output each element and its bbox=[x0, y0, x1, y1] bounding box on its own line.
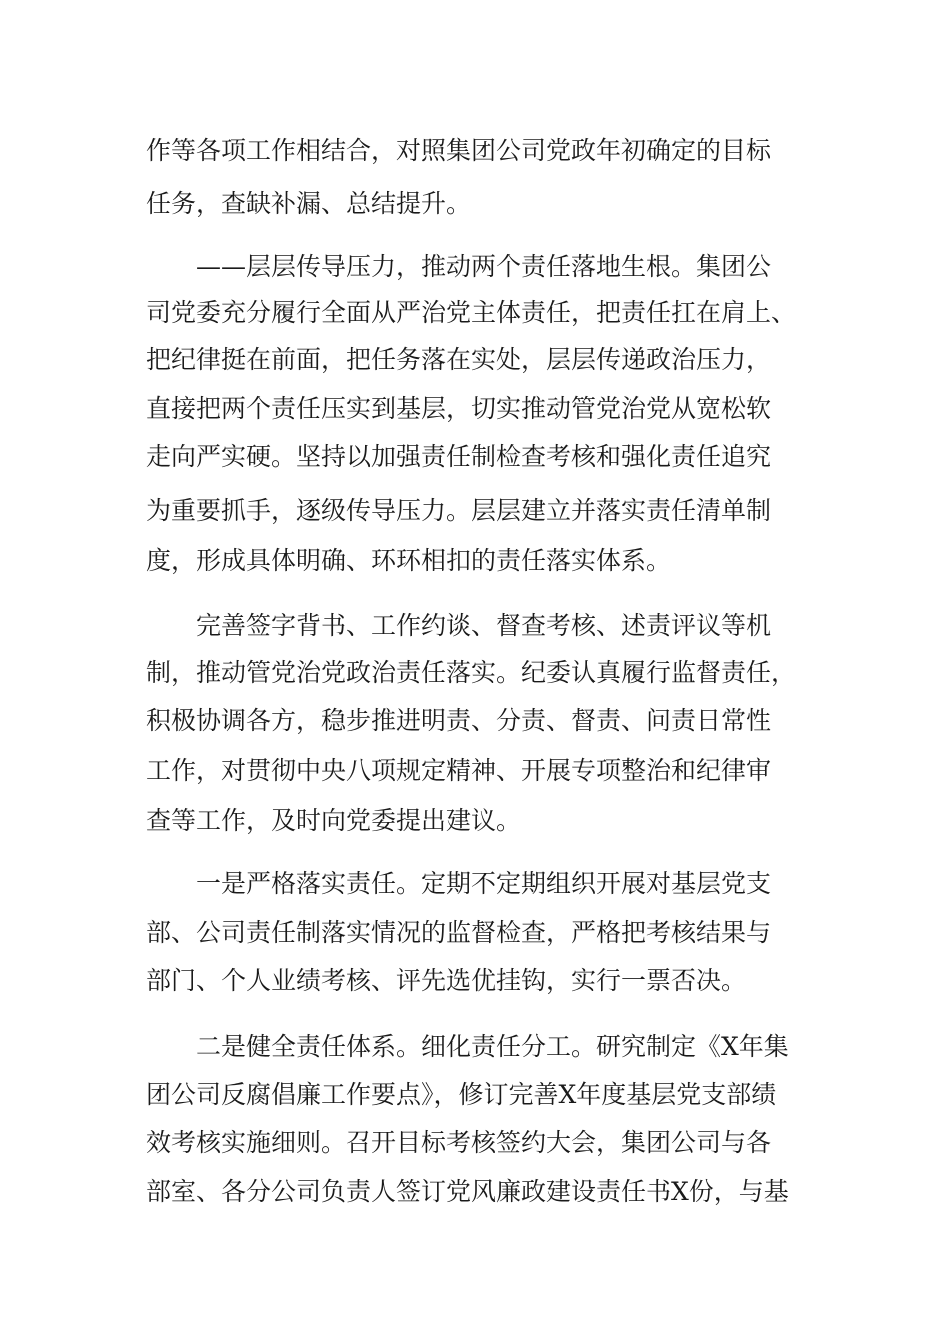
paragraph-2-line-4: 直接把两个责任压实到基层，切实推动管党治党从宽松软 bbox=[146, 394, 772, 423]
paragraph-3-line-1: 完善签字背书、工作约谈、督查考核、述责评议等机 bbox=[196, 611, 772, 640]
paragraph-4-line-1: 一是严格落实责任。定期不定期组织开展对基层党支 bbox=[196, 869, 772, 898]
paragraph-2-line-5: 走向严实硬。坚持以加强责任制检查考核和强化责任追究 bbox=[146, 442, 772, 471]
paragraph-1-line-2: 任务，查缺补漏、总结提升。 bbox=[146, 189, 472, 218]
paragraph-4-line-3: 部门、个人业绩考核、评先选优挂钩，实行一票否决。 bbox=[146, 966, 747, 995]
paragraph-2-line-7: 度，形成具体明确、环环相扣的责任落实体系。 bbox=[146, 546, 672, 575]
paragraph-5-line-2: 团公司反腐倡廉工作要点》，修订完善X年度基层党支部绩 bbox=[146, 1080, 777, 1109]
paragraph-2-line-6: 为重要抓手，逐级传导压力。层层建立并落实责任清单制 bbox=[146, 496, 772, 525]
paragraph-5-line-4: 部室、各分公司负责人签订党风廉政建设责任书X份，与基 bbox=[146, 1177, 789, 1206]
paragraph-5-line-1: 二是健全责任体系。细化责任分工。研究制定《X年集 bbox=[196, 1032, 789, 1061]
paragraph-2-line-3: 把纪律挺在前面，把任务落在实处，层层传递政治压力， bbox=[146, 345, 772, 374]
paragraph-2-line-2: 司党委充分履行全面从严治党主体责任，把责任扛在肩上、 bbox=[146, 298, 797, 327]
paragraph-3-line-5: 查等工作，及时向党委提出建议。 bbox=[146, 806, 522, 835]
paragraph-2-line-1: ——层层传导压力，推动两个责任落地生根。集团公 bbox=[196, 252, 772, 281]
paragraph-1-line-1: 作等各项工作相结合，对照集团公司党政年初确定的目标 bbox=[146, 136, 772, 165]
paragraph-3-line-3: 积极协调各方，稳步推进明责、分责、督责、问责日常性 bbox=[146, 706, 772, 735]
paragraph-3-line-4: 工作，对贯彻中央八项规定精神、开展专项整治和纪律审 bbox=[146, 756, 772, 785]
paragraph-5-line-3: 效考核实施细则。召开目标考核签约大会，集团公司与各 bbox=[146, 1128, 772, 1157]
paragraph-3-line-2: 制，推动管党治党政治责任落实。纪委认真履行监督责任， bbox=[146, 658, 797, 687]
paragraph-4-line-2: 部、公司责任制落实情况的监督检查，严格把考核结果与 bbox=[146, 918, 772, 947]
